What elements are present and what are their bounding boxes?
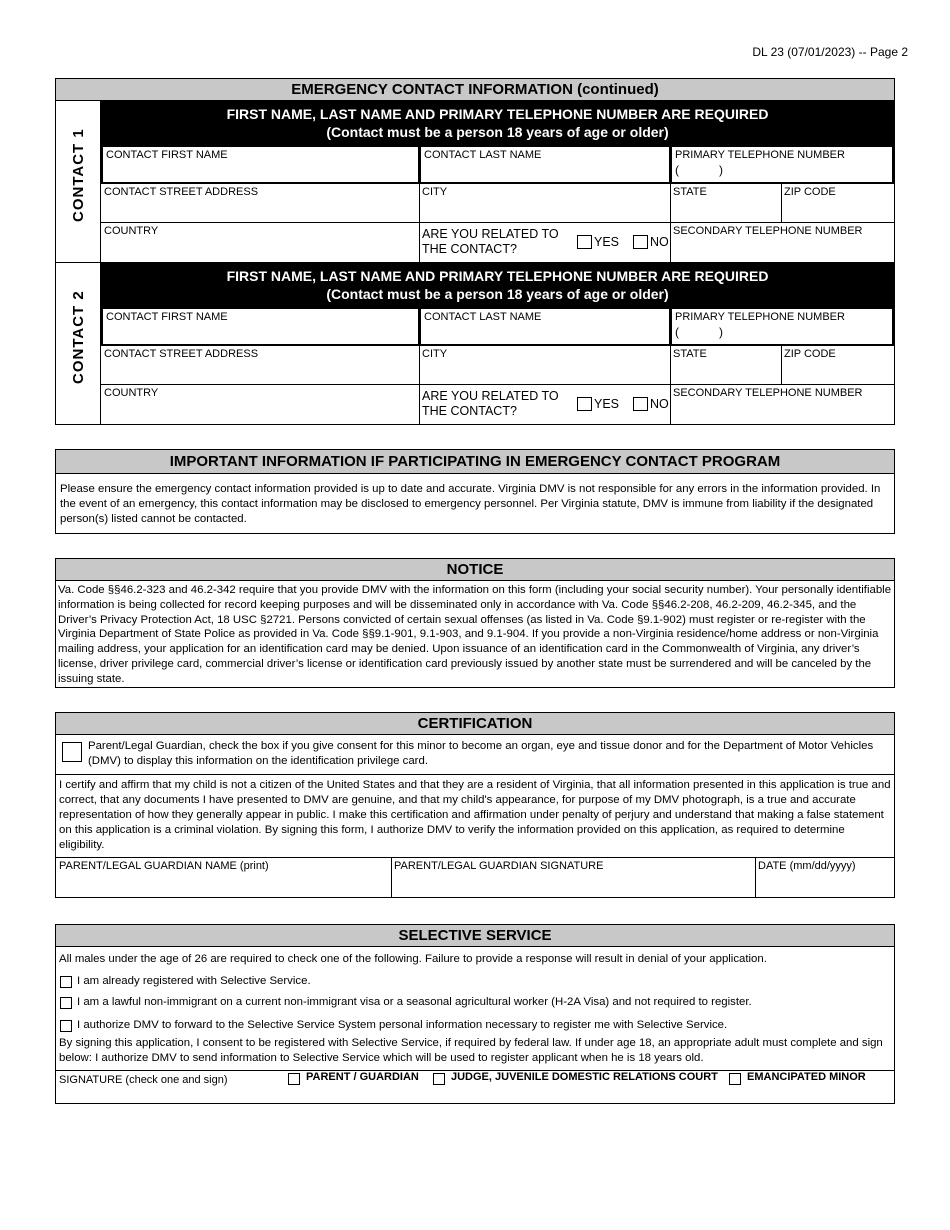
related-question-2: THE CONTACT? xyxy=(422,242,517,256)
organ-donor-consent-checkbox[interactable] xyxy=(62,742,82,762)
contact1-state-field[interactable] xyxy=(670,184,782,223)
contact1-side xyxy=(56,101,101,263)
label-secondary-phone: SECONDARY TELEPHONE NUMBER xyxy=(673,387,863,399)
label-first-name: CONTACT FIRST NAME xyxy=(106,149,228,161)
label-first-name: CONTACT FIRST NAME xyxy=(106,311,228,323)
contact2-secondary-phone-field[interactable] xyxy=(670,385,894,424)
contact2-related-field xyxy=(419,385,671,424)
option-nonimmigrant-label: I am a lawful non-immigrant on a current non-immigrant visa or a seasonal agricultural worker (H-2A Visa) and not required to register. xyxy=(77,996,752,1008)
contact2-label: CONTACT 2 xyxy=(70,290,87,384)
label-country: COUNTRY xyxy=(104,225,159,237)
emergency-contact-section xyxy=(55,78,895,425)
selective-service-section xyxy=(55,924,895,1104)
label-primary-phone: PRIMARY TELEPHONE NUMBER xyxy=(675,149,845,161)
contact1-secondary-phone-field[interactable] xyxy=(670,223,894,263)
label-city: CITY xyxy=(422,186,448,198)
label-secondary-phone: SECONDARY TELEPHONE NUMBER xyxy=(673,225,863,237)
phone-paren: ( ) xyxy=(675,325,723,339)
contact1-label: CONTACT 1 xyxy=(70,128,87,222)
contact2-street-field[interactable] xyxy=(101,346,420,385)
required-line1: FIRST NAME, LAST NAME AND PRIMARY TELEPHONE NUMBER ARE REQUIRED xyxy=(226,106,769,122)
related-yes-label: YES xyxy=(594,397,620,411)
important-title: IMPORTANT INFORMATION IF PARTICIPATING IN EMERGENCY CONTACT PROGRAM xyxy=(56,450,894,474)
contact1-required-banner xyxy=(101,101,894,145)
contact2-side xyxy=(56,263,101,424)
sig-emancipated-label: EMANCIPATED MINOR xyxy=(747,1071,866,1083)
contact1-country-field[interactable] xyxy=(101,223,420,263)
label-zip: ZIP CODE xyxy=(784,348,836,360)
sig-judge-label: JUDGE, JUVENILE DOMESTIC RELATIONS COURT xyxy=(451,1071,718,1083)
label-state: STATE xyxy=(673,186,707,198)
label-state: STATE xyxy=(673,348,707,360)
selective-intro: All males under the age of 26 are required to check one of the following. Failure to provide a response will result in denial of your application. xyxy=(59,953,767,965)
date-field[interactable] xyxy=(755,858,894,898)
label-country: COUNTRY xyxy=(104,387,159,399)
related-question-1: ARE YOU RELATED TO xyxy=(422,227,559,241)
contact1-city-field[interactable] xyxy=(419,184,671,223)
label-last-name: CONTACT LAST NAME xyxy=(424,149,542,161)
selective-signature-row[interactable] xyxy=(56,1070,894,1103)
related-no-checkbox[interactable] xyxy=(633,397,648,411)
contact2-last-name-field[interactable] xyxy=(419,307,671,346)
contact2-required-banner xyxy=(101,263,894,307)
related-no-checkbox[interactable] xyxy=(633,235,648,249)
selective-consent-text: By signing this application, I consent to be registered with Selective Service, if required by federal law. If under age 18, an appropriate adult must complete and sign below: I authorize DMV to send information to Selective Service which will be used to register applicant when he is 18 years old. xyxy=(59,1037,883,1064)
form-id: DL 23 (07/01/2023) -- Page 2 xyxy=(752,45,908,59)
label-date: DATE (mm/dd/yyyy) xyxy=(758,860,856,872)
contact1-related-field xyxy=(419,223,671,263)
contact1-last-name-field[interactable] xyxy=(419,145,671,184)
option-registered-label: I am already registered with Selective Service. xyxy=(77,975,311,987)
related-no-label: NO xyxy=(650,235,669,249)
related-yes-checkbox[interactable] xyxy=(577,397,592,411)
contact2-state-field[interactable] xyxy=(670,346,782,385)
option-nonimmigrant-checkbox[interactable] xyxy=(60,997,72,1009)
label-city: CITY xyxy=(422,348,448,360)
consent-text: Parent/Legal Guardian, check the box if you give consent for this minor to become an organ, eye and tissue donor and for the Department of Motor Vehicles (DMV) to display this information on the identification privilege card. xyxy=(88,740,874,767)
label-guardian-name: PARENT/LEGAL GUARDIAN NAME (print) xyxy=(59,860,269,872)
sig-emancipated-checkbox[interactable] xyxy=(729,1073,741,1085)
sig-parent-label: PARENT / GUARDIAN xyxy=(306,1071,419,1083)
related-yes-checkbox[interactable] xyxy=(577,235,592,249)
contact2-country-field[interactable] xyxy=(101,385,420,424)
signature-label: SIGNATURE (check one and sign) xyxy=(59,1074,228,1086)
notice-text: Va. Code §§46.2-323 and 46.2-342 require that you provide DMV with the information on this form (including your social security number). Your personally identifiable information is being collected for record keeping purposes and will be disseminated only in accordance with Va. Code §§46.2-208, 46.2-209, 46.2-345, and the Driver’s Privacy Protection Act, 18 USC §2721. Persons convicted of certain sexual offenses (as listed in Va. Code §9.1-902) must register or re-register with the Virginia Department of State Police as provided in Va. Code §§9.1-901, 9.1-903, and 9.1-904. If you provide a non-Virginia residence/home address or non-Virginia mailing address, your application for an identification card may be denied. Upon issuance of an identification card in the Commonwealth of Virginia, any driver’s license, driver privilege card, commercial driver’s license or identification card previously issued by another state must be surrendered and will be canceled by the issuing state. xyxy=(58,584,892,685)
contact2-first-name-field[interactable] xyxy=(101,307,420,346)
required-line2: (Contact must be a person 18 years of age or older) xyxy=(326,124,669,140)
contact2-city-field[interactable] xyxy=(419,346,671,385)
related-yes-label: YES xyxy=(594,235,620,249)
label-guardian-signature: PARENT/LEGAL GUARDIAN SIGNATURE xyxy=(394,860,604,872)
important-info-section xyxy=(55,449,895,534)
related-question-2: THE CONTACT? xyxy=(422,404,517,418)
option-registered-checkbox[interactable] xyxy=(60,976,72,988)
selective-title: SELECTIVE SERVICE xyxy=(56,925,894,947)
consent-row xyxy=(56,735,894,775)
contact1-zip-field[interactable] xyxy=(781,184,894,223)
label-last-name: CONTACT LAST NAME xyxy=(424,311,542,323)
contact2-primary-phone-field[interactable] xyxy=(670,307,894,346)
option-authorize-label: I authorize DMV to forward to the Selective Service System personal information necessary to register me with Selective Service. xyxy=(77,1019,728,1031)
important-text: Please ensure the emergency contact information provided is up to date and accurate. Virginia DMV is not responsible for any errors in the information provided. In the event of an emergency, this contact information may be disclosed to emergency personnel. Per Virginia statute, DMV is immune from liability if the designated person(s) listed cannot be contacted. xyxy=(60,483,881,525)
emergency-title: EMERGENCY CONTACT INFORMATION (continued) xyxy=(56,79,894,101)
notice-title: NOTICE xyxy=(56,559,894,581)
contact2-zip-field[interactable] xyxy=(781,346,894,385)
contact1-primary-phone-field[interactable] xyxy=(670,145,894,184)
phone-paren: ( ) xyxy=(675,163,723,177)
sig-parent-checkbox[interactable] xyxy=(288,1073,300,1085)
label-street: CONTACT STREET ADDRESS xyxy=(104,186,259,198)
related-no-label: NO xyxy=(650,397,669,411)
contact1-first-name-field[interactable] xyxy=(101,145,420,184)
label-zip: ZIP CODE xyxy=(784,186,836,198)
guardian-signature-field[interactable] xyxy=(391,858,756,898)
related-question-1: ARE YOU RELATED TO xyxy=(422,389,559,403)
sig-judge-checkbox[interactable] xyxy=(433,1073,445,1085)
signature-row xyxy=(56,857,894,897)
notice-section xyxy=(55,558,895,688)
label-primary-phone: PRIMARY TELEPHONE NUMBER xyxy=(675,311,845,323)
certification-title: CERTIFICATION xyxy=(56,713,894,735)
contact1-street-field[interactable] xyxy=(101,184,420,223)
option-authorize-checkbox[interactable] xyxy=(60,1020,72,1032)
required-line1: FIRST NAME, LAST NAME AND PRIMARY TELEPHONE NUMBER ARE REQUIRED xyxy=(226,268,769,284)
label-street: CONTACT STREET ADDRESS xyxy=(104,348,259,360)
affirmation-text: I certify and affirm that my child is not a citizen of the United States and that they are a resident of Virginia, that all information presented in this application is true and correct, that any documents I have presented to DMV are genuine, and that my child's appearance, for purpose of my DMV photograph, is a true and accurate representation of how they generally appear in public. I make this certification and affirmation under penalty of perjury and understand that making a false statement on this application is a criminal violation. By signing this form, I authorize DMV to verify the information provided on this application, as required to determine eligibility. xyxy=(59,779,891,851)
guardian-name-field[interactable] xyxy=(56,858,392,898)
required-line2: (Contact must be a person 18 years of age or older) xyxy=(326,286,669,302)
certification-section xyxy=(55,712,895,898)
